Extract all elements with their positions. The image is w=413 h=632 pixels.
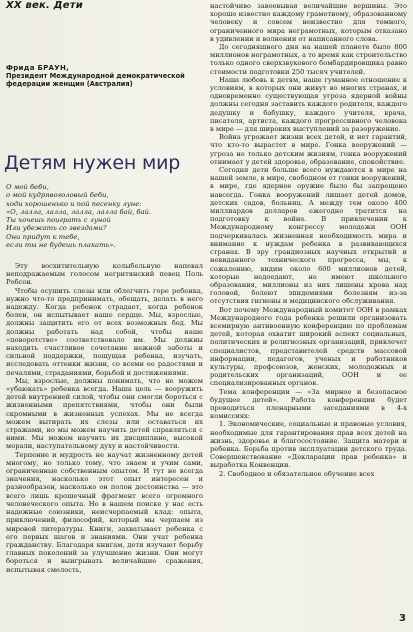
poem-line: Ты хочешь поиграть с луной [6,216,111,225]
right-column [210,2,407,628]
paragraph: Наша любовь к детям, наше гуманное отношение к условиям, в которых они живут во многих странах, и одновременно существующая угроза ядерной войны должны сегодня заставить каждого родителя, каждого дедушку и бабушку, каждого учителя, врача, писателя, артиста, каждого прогрессивного человека в мире — для широких выступлений за разоружение. [210,75,407,134]
paragraph: Терпение и мудрость не научат жизненному детей многому, но только тому, что знаем и учим сами, ограниченные собственным опытом. И тут не всегда значения, насколько этот опыт интересен и разнообразен, насколько он полон достоинства — это всего лишь крошечный фрагмент всего огромного человеческого опыта. Но в нашем поиске у нас есть надежные союзники, неисчерпаемый клад: опыта, приключений, философий, который мы черпаем из мировой литературы. Книги, захватывает ребенка с его первых шагов и знаниями. Они учат ребенка гражданству. Благодаря книгам, дети изучают борьбу главных поколений за улучшение жизни. Они могут бороться и выигрывать величайшие сражения, испытывая смелость, [6,450,203,574]
paragraph: Мы, взрослые, должны понимать, что не можем «убаюкать» ребенка всегда. Наша цель — вооружить детей внутренней силой, чтобы они смогли бороться с жизненными препятствиями, чтобы они были скромными в жизненных успехах. Мы не всегда можем вытирать их слезы или оставаться их стражами, но мы можем научить детей справляться с ними. Мы можем научить их дисциплине, высокой морали, наступательному духу и настойчивости. [6,376,203,451]
left-column [6,262,203,626]
paragraph: настойчиво завоевывая величайшие вершины. Это хорошо известно каждому грамотному, образованному человеку и совсем неизвестно для темного, ограниченного мира неграмотных, которым отказано в удивлении и волнении от написанного слова. [210,2,407,43]
poem-line: Или убежать со звездами? [6,224,107,233]
poem-line: о мой кудрявоголовый беби, [6,191,109,200]
author-name: Фрида БРАУН, [6,64,70,72]
poem-line: «О, лалла, лалла, лалла, лалла бай, бай. [6,207,152,216]
article-title: Детям нужен мир [4,152,181,174]
page-number: 3 [399,613,406,624]
poem-line: Они придут к тебе, [6,232,80,241]
poem-line: ходи хорошенько и пой песенку луне: [6,199,142,208]
paragraph: Тема конференции — «За мирное и безопасное будущее детей». Работа конференции будет проводиться пленарными заседаниями в 4-х комиссиях: [210,387,407,421]
poem-line: если ты не будешь плакать». [6,241,116,250]
paragraph: 1. Экономические, социальные и правовые условия, необходимые для гарантирования прав всех детей на жизнь, здоровье и благосостояние. Защита матери и ребенка. Борьба против эксплуатации детского труда. Совершенствование «Декларации прав ребенка» и выработка Конвенции. [210,420,407,470]
paragraph: До сегодняшнего дня на нашей планете было 800 миллионов неграмотных, а то время как строительство только одного сверхзвукового бомбардировщика равно стоимости подготовки 250 тысяч учителей. [210,43,407,76]
paragraph: Чтобы осушить слезы или облегчить горе ребенка, нужно что-то предпринимать, обещать, делать в него надежду. Когда ребенок страдает, когда ребенок болен, он испытывает наше сердце. Мы, взрослые, должны защитить его от всех возможных бед. Мы должны работать над собой, чтобы наше «поворотство» соответствовало им. Мы должны находить счастливое сочетание нежной заботы и сильной поддержки, пощущая ребенка, изучать, исследовать оттенки жизни, со всеми ее радостями и печалями, страданиями, борьбой и достижениями. [6,286,203,377]
section-header: XX век. Дети [6,0,83,11]
paragraph: 2. Свободное и обязательное обучение всех [219,469,375,478]
paragraph: Война угрожает жизни всех детей, и нет гарантий, что кто-то вырастет в мире. Гонка вооружений — угроза не только детским жизням, гонка вооружений отнимает у детей здоровье, образование, спокойствие. [210,133,407,166]
paragraph: Эту восхитительную колыбельную напевал неподражаемым голосом негритянский певец Поль Робсон. [6,262,203,287]
author-block [6,64,203,89]
author-role: Президент Международной демократической федерации женщин (Австралия) [6,72,185,89]
paragraph: Вот почему Международный комитет ООН в рамках Международного года ребенка решили организовать всемирную антивоенную конференцию по проблемам детей, которая охватит широкий аспект социальных, политических и религиозных организаций, привлечет специалистов, представителей средств массовой информации, педагогов, ученых и работников культуры, профсоюзов, женских, молодежных и родительских организаций, ООН и ее специализированных органов. [210,305,407,388]
paragraph: Сегодня дети больше всего нуждаются в мире на нашей земле, в мире, свободном от гонки вооружений, в мире, где ядерное оружие было бы запрещено навсегда. Гонка вооружений лишает детей домов, детских садов, больниц. А между тем около 400 миллиардов долларов ежегодно тратится на подготовку к войне. В привлечении к Международному конгрессу молодежи ООН подчеркивалась жизненная необходимость мира и внимание к нуждам ребенка в развивающихся странах. В эру грандиозных научных открытий и невиданного технического прогресса, мы, к сожалению, видим около 600 миллионов детей, которые недоедают, не имеют школьного образования, миллионы из них лишены крова над головой, болеют эпидемиями болезням из-за отсутствия гигиены и медицинского обслуживания. [210,166,407,306]
poem-line: О мой беби, [6,183,49,191]
epigraph-poem [6,183,203,249]
